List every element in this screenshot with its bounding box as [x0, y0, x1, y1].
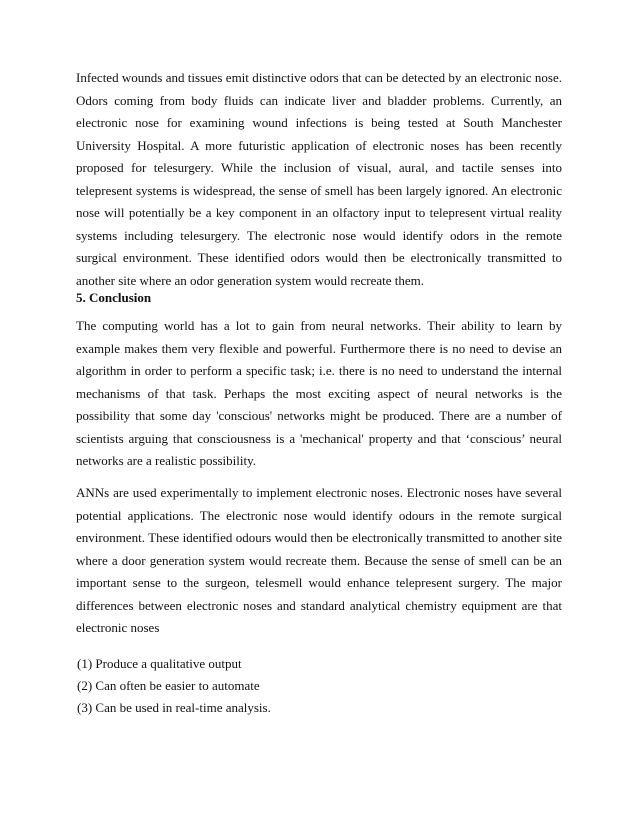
differences-list [77, 653, 563, 719]
paragraph-conclusion-neural-networks: The computing world has a lot to gain from neural networks. Their ability to learn by example makes them very flexible and powerful. Furthermore there is no need to devise an algorithm in order to perform a specific task; i.e. there is no need to understand the internal mechanisms of that task. Perhaps the most exciting aspect of neural networks is the possibility that some day 'conscious' networks might be produced. There are a number of scientists arguing that consciousness is a 'mechanical' property and that ‘conscious’ neural networks are a realistic possibility. [76, 318, 562, 468]
paragraph-electronic-nose-telesurgery: Infected wounds and tissues emit distinctive odors that can be detected by an electronic nose. Odors coming from body fluids can indicate liver and bladder problems. Currently, an electronic nose for examining wound infections is being tested at South Manchester University Hospital. A more futuristic application of electronic noses has been recently proposed for telesurgery. While the inclusion of visual, aural, and tactile senses into telepresent systems is widespread, the sense of smell has been largely ignored. An electronic nose will potentially be a key component in an olfactory input to telepresent virtual reality systems including telesurgery. The electronic nose would identify odors in the remote surgical environment. These identified odors would then be electronically transmitted to another site where an odor generation system would recreate them. [76, 70, 562, 288]
section-heading-conclusion: 5. Conclusion [76, 290, 152, 305]
paragraph-anns-electronic-noses: ANNs are used experimentally to implement electronic noses. Electronic noses have several potential applications. The electronic nose would identify odours in the remote surgical environment. These identified odours would then be electronically transmitted to another site where a door generation system would recreate them. Because the sense of smell can be an important sense to the surgeon, telesmell would enhance telepresent surgery. The major differences between electronic noses and standard analytical chemistry equipment are that electronic noses [76, 485, 562, 635]
list-item: (3) Can be used in real-time analysis. [77, 700, 271, 715]
list-item: (2) Can often be easier to automate [77, 678, 260, 693]
list-item: (1) Produce a qualitative output [77, 656, 242, 671]
